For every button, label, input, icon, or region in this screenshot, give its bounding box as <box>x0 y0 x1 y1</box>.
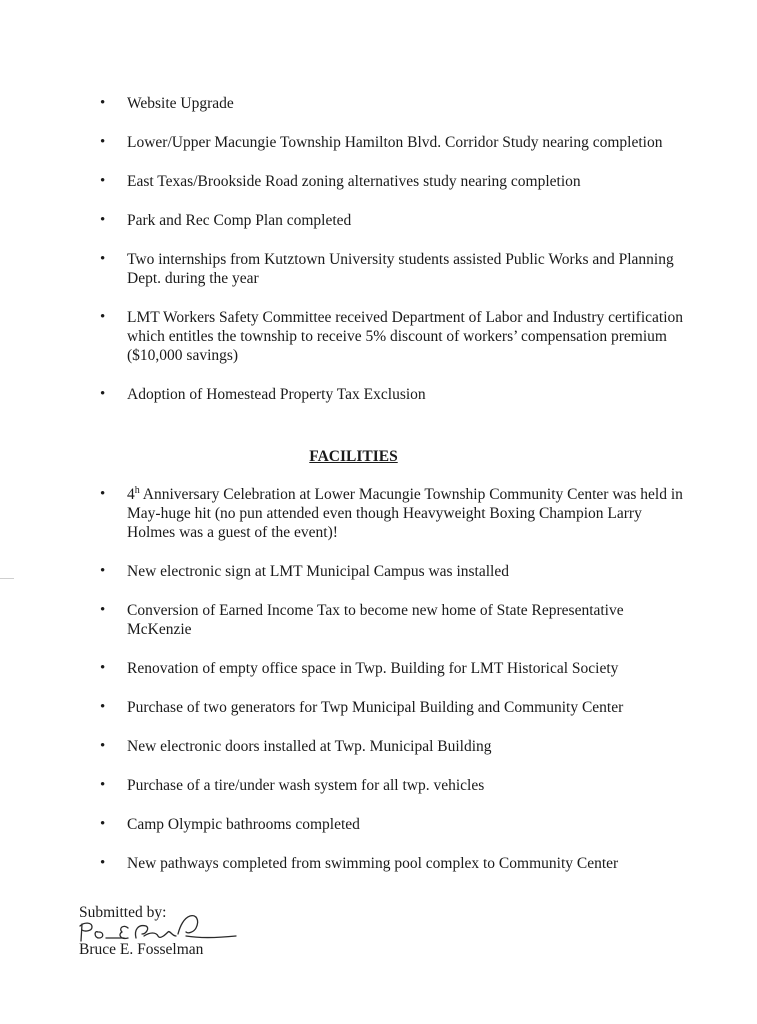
administration-list <box>0 94 757 424</box>
submitted-by-label: Submitted by: <box>79 904 167 921</box>
list-item <box>0 698 757 717</box>
list-item <box>0 854 757 873</box>
bullet-icon: • <box>100 855 106 871</box>
bullet-icon: • <box>100 95 106 111</box>
list-item <box>0 211 757 230</box>
bullet-icon: • <box>100 738 106 754</box>
list-item-text: New pathways completed from swimming pool complex to Community Center <box>127 855 619 872</box>
list-item <box>0 172 757 191</box>
bullet-icon: • <box>100 660 106 676</box>
bullet-icon: • <box>100 777 106 793</box>
list-item-text: Purchase of two generators for Twp Municipal Building and Community Center <box>127 699 624 716</box>
ordinal-suffix: h <box>134 484 140 496</box>
list-item-text: Lower/Upper Macungie Township Hamilton Blvd. Corridor Study nearing completion <box>127 134 663 151</box>
list-item <box>0 385 757 404</box>
list-item-text: Two internships from Kutztown University students assisted Public Works and Planning Dept. during the year <box>127 251 674 287</box>
bullet-icon: • <box>100 486 106 502</box>
list-item-text: Adoption of Homestead Property Tax Exclusion <box>127 386 426 403</box>
list-item <box>0 562 757 581</box>
list-item <box>0 659 757 678</box>
signer-name: Bruce E. Fosselman <box>79 941 204 958</box>
bullet-icon: • <box>100 134 106 150</box>
list-item-text: LMT Workers Safety Committee received Department of Labor and Industry certification which entitles the township to receive 5% discount of workers’ compensation premium ($10,000 savings) <box>127 309 683 364</box>
list-item-text: Renovation of empty office space in Twp. Building for LMT Historical Society <box>127 660 619 677</box>
bullet-icon: • <box>100 602 106 618</box>
list-item <box>0 94 757 113</box>
scan-artifact-line <box>0 578 14 579</box>
list-item <box>0 815 757 834</box>
list-item <box>0 308 757 365</box>
list-item-text: Website Upgrade <box>127 95 234 112</box>
bullet-icon: • <box>100 212 106 228</box>
bullet-icon: • <box>100 173 106 189</box>
list-item-text: East Texas/Brookside Road zoning alternatives study nearing completion <box>127 173 581 190</box>
bullet-icon: • <box>100 386 106 402</box>
facilities-list <box>0 485 757 893</box>
list-item <box>0 133 757 152</box>
list-item <box>0 776 757 795</box>
list-item-text: New electronic doors installed at Twp. Municipal Building <box>127 738 492 755</box>
list-item-text: Conversion of Earned Income Tax to become new home of State Representative McKenzie <box>127 602 624 638</box>
bullet-icon: • <box>100 816 106 832</box>
list-item <box>0 250 757 288</box>
list-item-text: Anniversary Celebration at Lower Macungie Township Community Center was held in May-huge hit (no pun attended even though Heavyweight Boxing Champion Larry Holmes was a guest of the event)! <box>127 486 683 541</box>
anniversary-number: 4 <box>127 486 135 503</box>
list-item <box>0 601 757 639</box>
list-item <box>0 485 757 542</box>
list-item <box>0 737 757 756</box>
section-heading-facilities: FACILITIES <box>309 448 398 465</box>
bullet-icon: • <box>100 563 106 579</box>
list-item-text: Purchase of a tire/under wash system for all twp. vehicles <box>127 777 485 794</box>
list-item-text: New electronic sign at LMT Municipal Campus was installed <box>127 563 509 580</box>
bullet-icon: • <box>100 251 106 267</box>
bullet-icon: • <box>100 699 106 715</box>
list-item-text: Park and Rec Comp Plan completed <box>127 212 352 229</box>
list-item-text: Camp Olympic bathrooms completed <box>127 816 360 833</box>
bullet-icon: • <box>100 309 106 325</box>
